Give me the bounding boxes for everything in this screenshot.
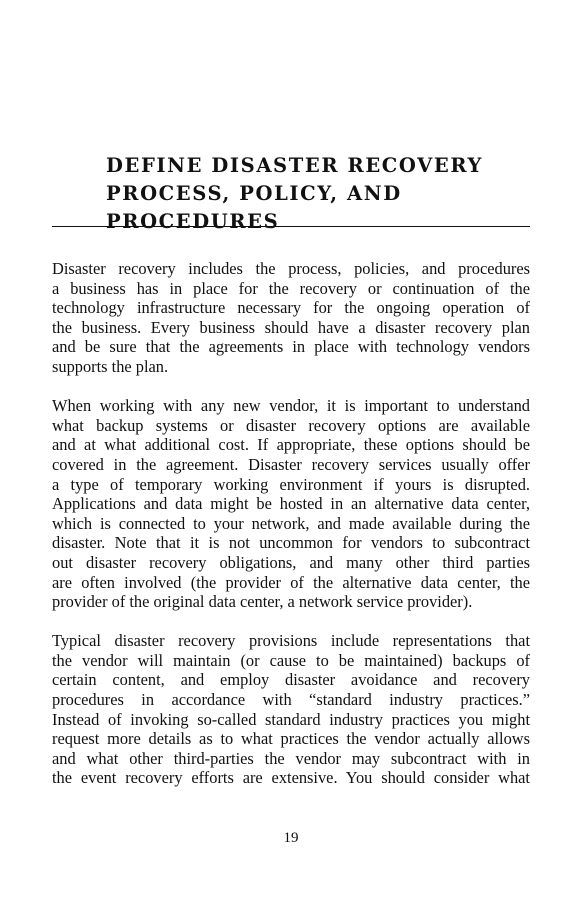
text-line: which is connected to your network, and made available during the xyxy=(52,513,530,533)
paragraph-vendor-options xyxy=(52,396,530,612)
text-line: Applications and data might be hosted in an alternative data center, xyxy=(52,494,530,514)
text-line: are often involved (the provider of the alternative data center, the xyxy=(52,572,530,592)
heading-line: PROCEDURES xyxy=(106,210,280,233)
text-line: provider of the original data center, a network service provider). xyxy=(52,592,473,612)
text-line: When working with any new vendor, it is important to understand xyxy=(52,396,530,416)
text-line: disaster. Note that it is not uncommon for vendors to subcontract xyxy=(52,533,530,553)
text-line: a business has in place for the recovery or continuation of the xyxy=(52,278,530,298)
text-line: certain content, and employ disaster avoidance and recovery xyxy=(52,670,530,690)
paragraph-typical-provisions xyxy=(52,631,530,788)
text-line: Typical disaster recovery provisions include representations that xyxy=(52,631,530,651)
heading-underline-rule xyxy=(52,226,530,227)
heading-line: PROCESS, POLICY, AND xyxy=(106,182,402,205)
text-line: Instead of invoking so-called standard industry practices you might xyxy=(52,709,530,729)
text-line: and at what additional cost. If appropriate, these options should be xyxy=(52,435,530,455)
text-line: procedures in accordance with “standard industry practices.” xyxy=(52,690,530,710)
text-line: and be sure that the agreements in place with technology vendors xyxy=(52,337,530,357)
text-line: the vendor will maintain (or cause to be maintained) backups of xyxy=(52,650,530,670)
text-line: a type of temporary working environment if yours is disrupted. xyxy=(52,474,530,494)
text-line: what backup systems or disaster recovery options are available xyxy=(52,415,530,435)
text-line: covered in the agreement. Disaster recovery services usually offer xyxy=(52,454,530,474)
body-text xyxy=(52,259,530,808)
text-line: the event recovery efforts are extensive. You should consider what xyxy=(52,768,530,788)
paragraph-disaster-recovery-definition xyxy=(52,259,530,377)
heading-line: DEFINE DISASTER RECOVERY xyxy=(106,154,484,177)
text-line: out disaster recovery obligations, and many other third parties xyxy=(52,552,530,572)
text-line: the business. Every business should have a disaster recovery plan xyxy=(52,317,530,337)
page-number: 19 xyxy=(283,830,299,846)
section-heading xyxy=(106,152,526,236)
text-line: and what other third-parties the vendor may subcontract with in xyxy=(52,748,530,768)
text-line: Disaster recovery includes the process, policies, and procedures xyxy=(52,259,530,278)
text-line: technology infrastructure necessary for the ongoing operation of xyxy=(52,298,530,318)
text-line: supports the plan. xyxy=(52,356,169,376)
text-line: request more details as to what practices the vendor actually allows xyxy=(52,729,530,749)
